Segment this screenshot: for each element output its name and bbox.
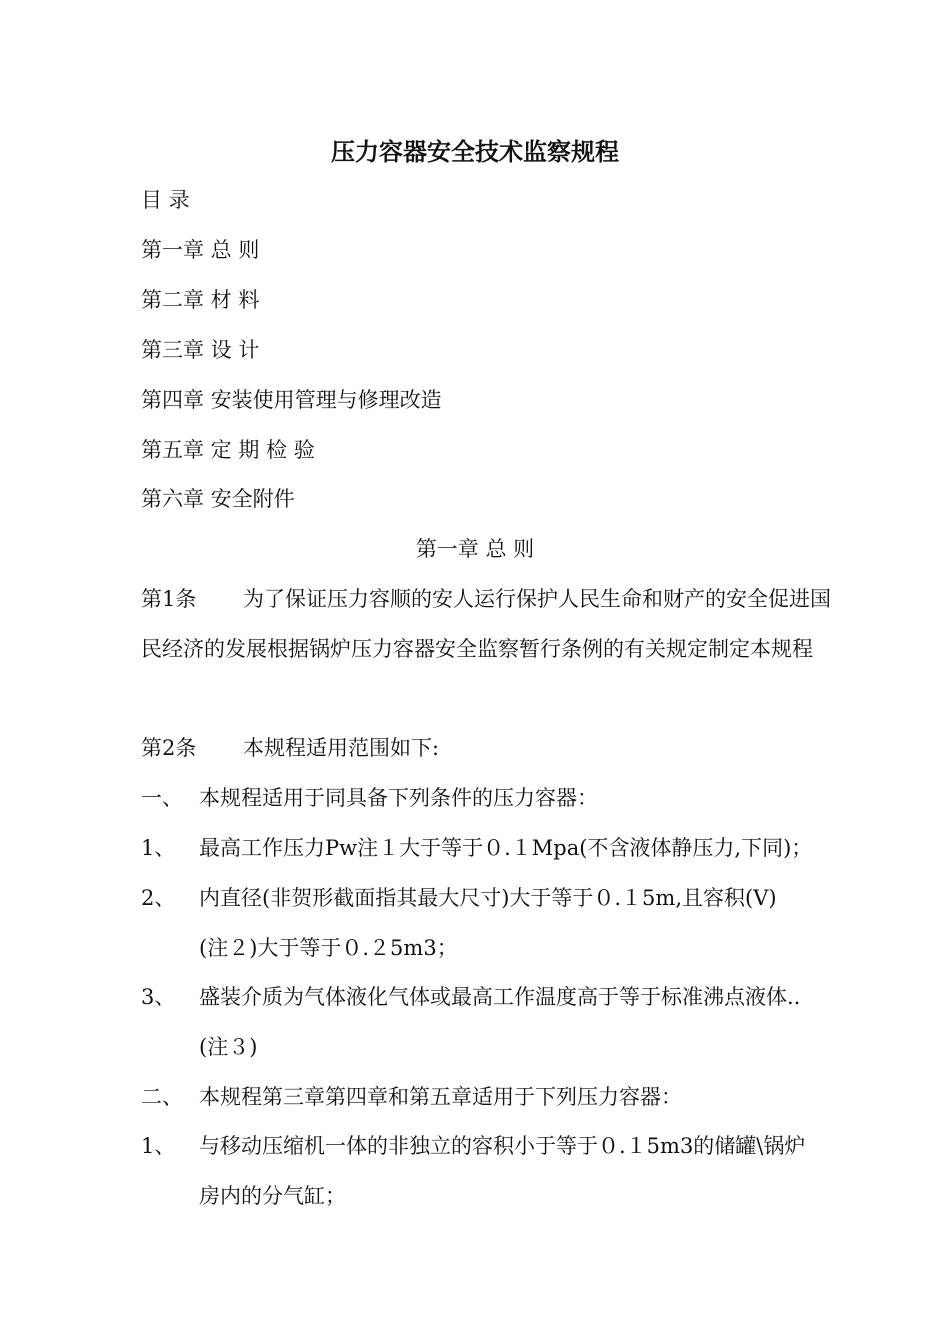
article-2-text: 本规程适用范围如下: bbox=[243, 736, 440, 760]
section-1-item-1 bbox=[141, 823, 821, 873]
article-2-label: 第2条 bbox=[141, 736, 197, 760]
document-title: 压力容器安全技术监察规程 bbox=[331, 137, 619, 166]
section-1-item-3-text: 盛装介质为气体液化气体或最高工作温度高于等于标准沸点液体..(注３) bbox=[199, 985, 801, 1059]
section-2 bbox=[141, 1072, 821, 1122]
section-1-item-2-text: 内直径(非贺形截面指其最大尺寸)大于等于０.１5m,且容积(V)(注２)大于等于０.２5m3； bbox=[199, 886, 777, 960]
toc-item-chapter-4: 第四章 安装使用管理与修理改造 bbox=[141, 388, 442, 412]
section-1-item-3 bbox=[141, 972, 811, 1072]
section-2-item-1-text: 与移动压缩机一体的非独立的容积小于等于０.１5m3的储罐\锅炉房内的分气缸； bbox=[199, 1134, 806, 1208]
section-1-text: 本规程适用于同具备下列条件的压力容器： bbox=[199, 786, 598, 810]
section-1-item-2 bbox=[141, 873, 801, 973]
section-1-item-1-number: 1、 bbox=[141, 836, 176, 860]
section-1-item-1-text: 最高工作压力Pw注１大于等于０.１Mpa(不含液体静压力,下同)； bbox=[199, 836, 813, 860]
section-2-item-1-number: 1、 bbox=[141, 1134, 176, 1158]
section-2-number: 二、 bbox=[141, 1085, 183, 1109]
toc-item-chapter-6: 第六章 安全附件 bbox=[141, 487, 295, 511]
section-1-item-3-number: 3、 bbox=[141, 985, 176, 1009]
toc-item-chapter-3: 第三章 设 计 bbox=[141, 338, 260, 362]
section-1-item-2-number: 2、 bbox=[141, 886, 176, 910]
section-2-item-1 bbox=[141, 1121, 811, 1221]
article-1-label: 第1条 bbox=[141, 587, 197, 611]
article-1-text: 为了保证压力容顺的安人运行保护人民生命和财产的安全促进国民经济的发展根据锅炉压力容器安全监察暂行条例的有关规定制定本规程 bbox=[141, 587, 831, 661]
toc-item-chapter-1: 第一章 总 则 bbox=[141, 238, 260, 262]
toc-heading: 目 录 bbox=[141, 188, 190, 212]
toc-item-chapter-5: 第五章 定 期 检 验 bbox=[141, 438, 315, 462]
section-1-number: 一、 bbox=[141, 786, 183, 810]
chapter-1-heading: 第一章 总 则 bbox=[415, 537, 535, 561]
article-2 bbox=[141, 723, 831, 773]
article-1 bbox=[141, 574, 831, 674]
toc-item-chapter-2: 第二章 材 料 bbox=[141, 288, 260, 312]
section-2-text: 本规程第三章第四章和第五章适用于下列压力容器： bbox=[199, 1085, 682, 1109]
section-1 bbox=[141, 773, 821, 823]
